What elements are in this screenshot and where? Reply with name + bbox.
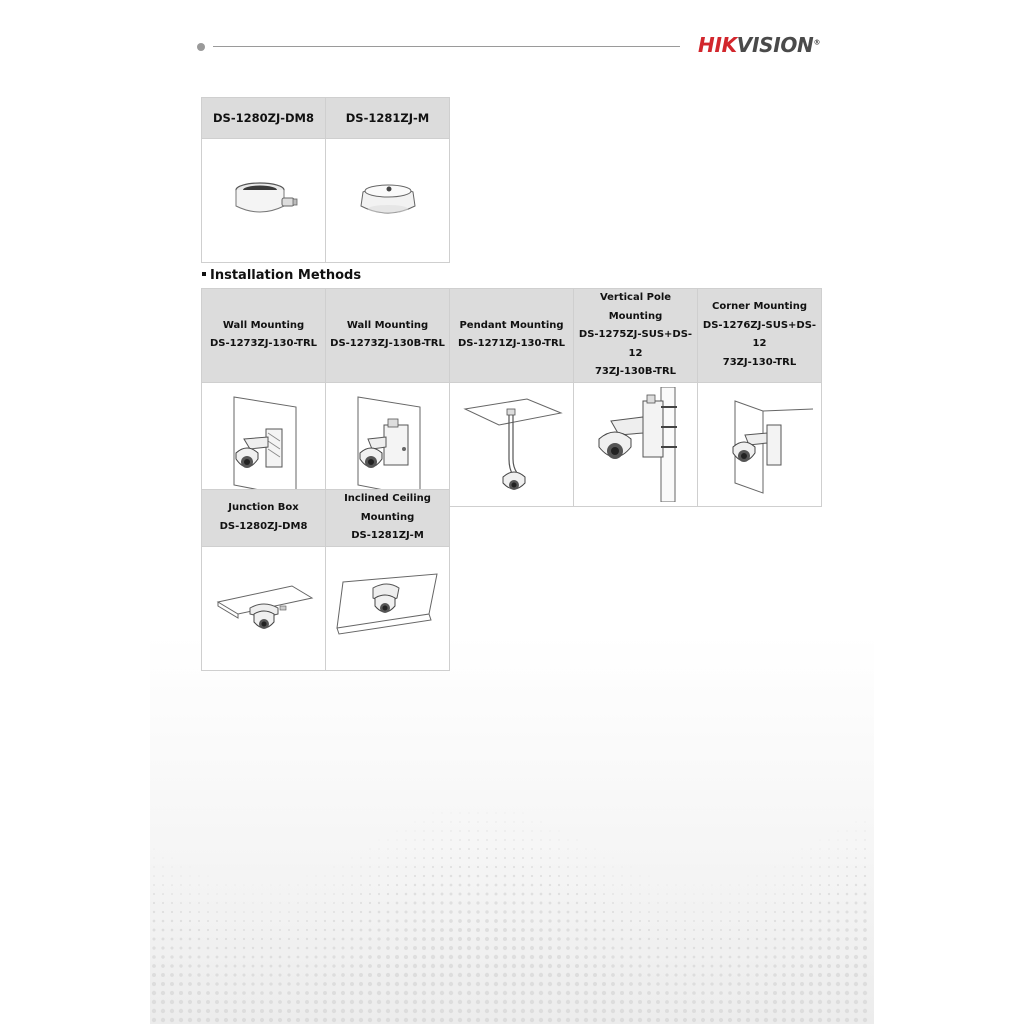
- inclined-junction-box-image: [353, 176, 423, 226]
- junction-box-image: [224, 176, 304, 226]
- method-image-cell: [450, 382, 574, 506]
- section-heading: Installation Methods: [202, 268, 361, 283]
- accessories-table: [201, 97, 450, 263]
- method-header-line: 73ZJ-130-TRL: [722, 356, 797, 368]
- installation-methods-table-2: [201, 489, 450, 671]
- method-header-line: DS-1280ZJ-DM8: [219, 520, 308, 532]
- method-header-line: Mounting: [360, 511, 415, 523]
- dot-pattern-background: [150, 794, 874, 1024]
- method-header-line: Wall Mounting: [346, 319, 429, 331]
- header-rule: [213, 46, 680, 47]
- method-image-cell: [326, 546, 450, 670]
- junction-box-ceiling-diagram: [214, 568, 314, 648]
- method-header-line: Inclined Ceiling: [344, 493, 431, 504]
- method-header-line: Corner Mounting: [712, 301, 807, 313]
- method-header-line: Wall Mounting: [222, 319, 305, 331]
- inclined-ceiling-diagram: [333, 566, 443, 651]
- method-header: [574, 289, 698, 383]
- method-header-line: 73ZJ-130B-TRL: [594, 366, 677, 377]
- accessory-header: DS-1280ZJ-DM8: [202, 98, 326, 139]
- method-header-line: DS-1275ZJ-SUS+DS-12: [578, 329, 693, 359]
- method-header-line: DS-1273ZJ-130-TRL: [209, 338, 318, 350]
- method-image-cell: [326, 382, 450, 506]
- bullet-square-icon: [202, 272, 206, 276]
- method-header-line: Junction Box: [228, 502, 299, 514]
- accessory-header: DS-1281ZJ-M: [326, 98, 450, 139]
- method-header: [450, 289, 574, 383]
- wall-mount-box-diagram: [338, 389, 438, 499]
- method-header-line: DS-1281ZJ-M: [351, 530, 424, 541]
- method-header: [202, 289, 326, 383]
- method-image-cell: [202, 546, 326, 670]
- method-image-cell: [202, 382, 326, 506]
- pendant-mount-diagram: [457, 389, 567, 499]
- method-header-line: Mounting: [608, 310, 663, 322]
- accessory-image-cell: [326, 139, 450, 263]
- wall-mount-diagram: [214, 389, 314, 499]
- method-header: [326, 289, 450, 383]
- header-dot-icon: [197, 43, 205, 51]
- method-header-line: DS-1276ZJ-SUS+DS-12: [702, 319, 817, 350]
- installation-methods-table: [201, 288, 822, 507]
- accessory-image-cell: [202, 139, 326, 263]
- method-header-line: Pendant Mounting: [459, 319, 564, 331]
- method-image-cell: [574, 382, 698, 506]
- pole-mount-diagram: [581, 387, 691, 502]
- method-header: [202, 490, 326, 547]
- method-header-line: DS-1273ZJ-130B-TRL: [330, 338, 445, 350]
- hikvision-logo: HIKVISION®: [698, 33, 821, 57]
- method-header: [698, 289, 822, 383]
- method-header-line: DS-1271ZJ-130-TRL: [457, 338, 566, 350]
- method-header: [326, 490, 450, 547]
- method-image-cell: [698, 382, 822, 506]
- corner-mount-diagram: [705, 389, 815, 499]
- method-header-line: Vertical Pole: [599, 292, 672, 303]
